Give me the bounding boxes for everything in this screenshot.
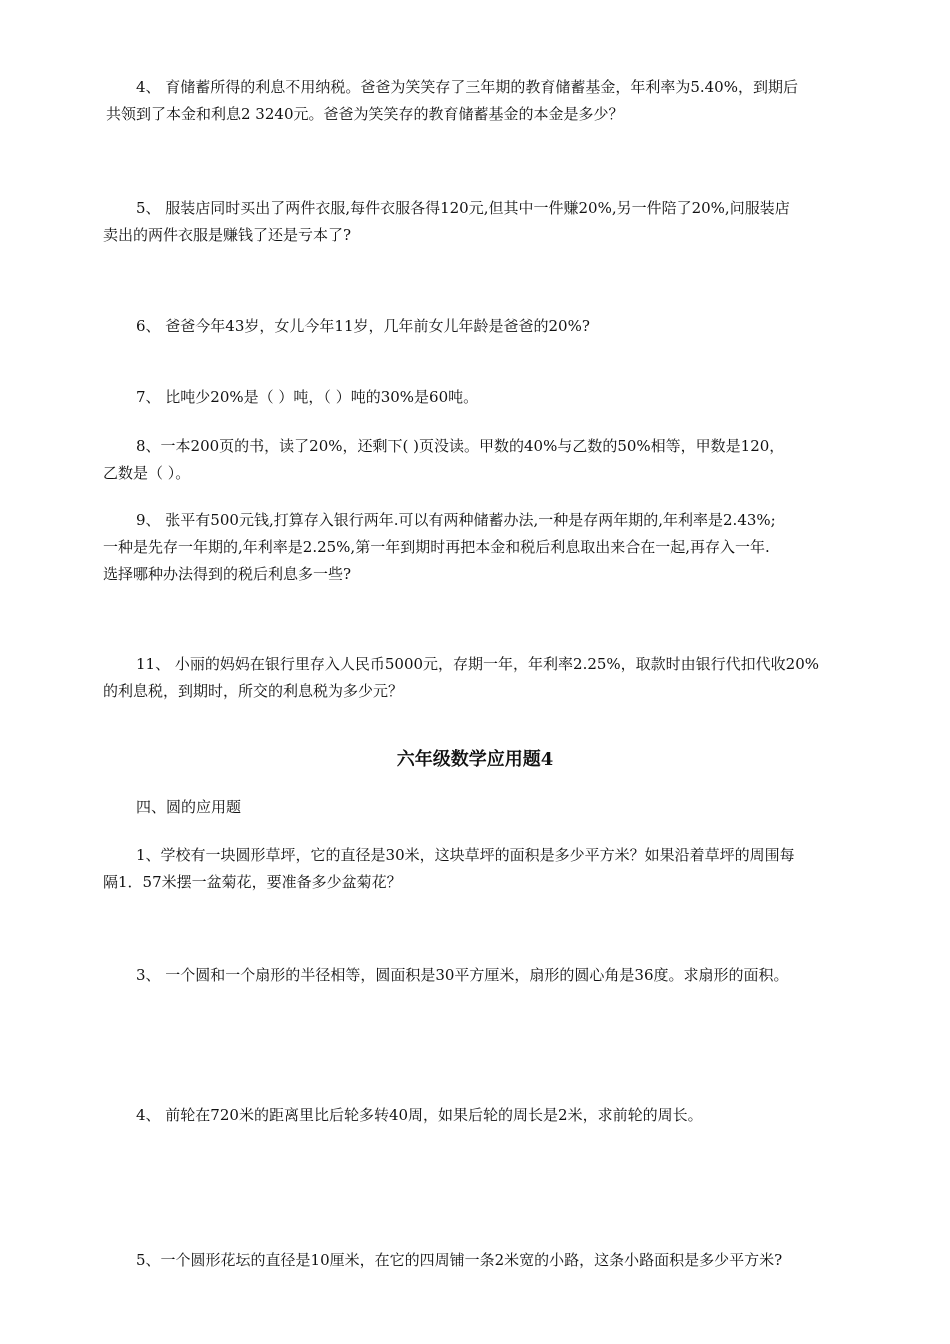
problem-9-line-1: 9、 张平有500元钱,打算存入银行两年.可以有两种储蓄办法,一种是存两年期的,年利率是2.43%; xyxy=(136,511,776,529)
circle-problem-1-line-2: 隔1．57米摆一盆菊花，要准备多少盆菊花？ xyxy=(103,873,402,891)
section-subtitle: 四、圆的应用题 xyxy=(136,798,242,816)
problem-6-line-1: 6、 爸爸今年43岁，女儿今年11岁，几年前女儿年龄是爸爸的20%? xyxy=(136,317,590,335)
circle-problem-5-line-1: 5、一个圆形花坛的直径是10厘米，在它的四周铺一条2米宽的小路，这条小路面积是多少平方米? xyxy=(136,1251,783,1269)
problem-5-line-2: 卖出的两件衣服是赚钱了还是亏本了? xyxy=(103,226,352,244)
circle-problem-1-line-1: 1、学校有一块圆形草坪，它的直径是30米，这块草坪的面积是多少平方米？如果沿着草坪的周围每 xyxy=(136,846,795,864)
problem-11-line-2: 的利息税，到期时，所交的利息税为多少元？ xyxy=(103,682,404,700)
problem-11-line-1: 11、 小丽的妈妈在银行里存入人民币5000元，存期一年，年利率2.25%，取款时由银行代扣代收20% xyxy=(136,655,820,673)
problem-9-line-2: 一种是先存一年期的,年利率是2.25%,第一年到期时再把本金和税后利息取出来合在一起,再存入一年. xyxy=(103,538,770,556)
circle-problem-3-line-1: 3、 一个圆和一个扇形的半径相等，圆面积是30平方厘米，扇形的圆心角是36度。求扇形的面积。 xyxy=(136,966,789,984)
problem-8-line-2: 乙数是（ ）。 xyxy=(103,464,191,482)
section-title: 六年级数学应用题4 xyxy=(396,749,554,770)
problem-9-line-3: 选择哪种办法得到的税后利息多一些? xyxy=(103,565,352,583)
problem-7-line-1: 7、 比吨少20%是（ ）吨，（ ）吨的30%是60吨。 xyxy=(136,388,479,406)
problem-8-line-1: 8、一本200页的书，读了20%，还剩下( )页没读。甲数的40%与乙数的50%相等，甲数是120， xyxy=(136,437,785,455)
problem-5-line-1: 5、 服装店同时买出了两件衣服,每件衣服各得120元,但其中一件赚20%,另一件陪了20%,问服装店 xyxy=(136,199,790,217)
problem-4-line-1: 4、 育储蓄所得的利息不用纳税。爸爸为笑笑存了三年期的教育储蓄基金，年利率为5.40%，到期后 xyxy=(136,78,798,96)
circle-problem-4-line-1: 4、 前轮在720米的距离里比后轮多转40周，如果后轮的周长是2米，求前轮的周长。 xyxy=(136,1106,703,1124)
problem-4-line-2: 共领到了本金和利息2 3240元。爸爸为笑笑存的教育储蓄基金的本金是多少？ xyxy=(106,105,624,123)
